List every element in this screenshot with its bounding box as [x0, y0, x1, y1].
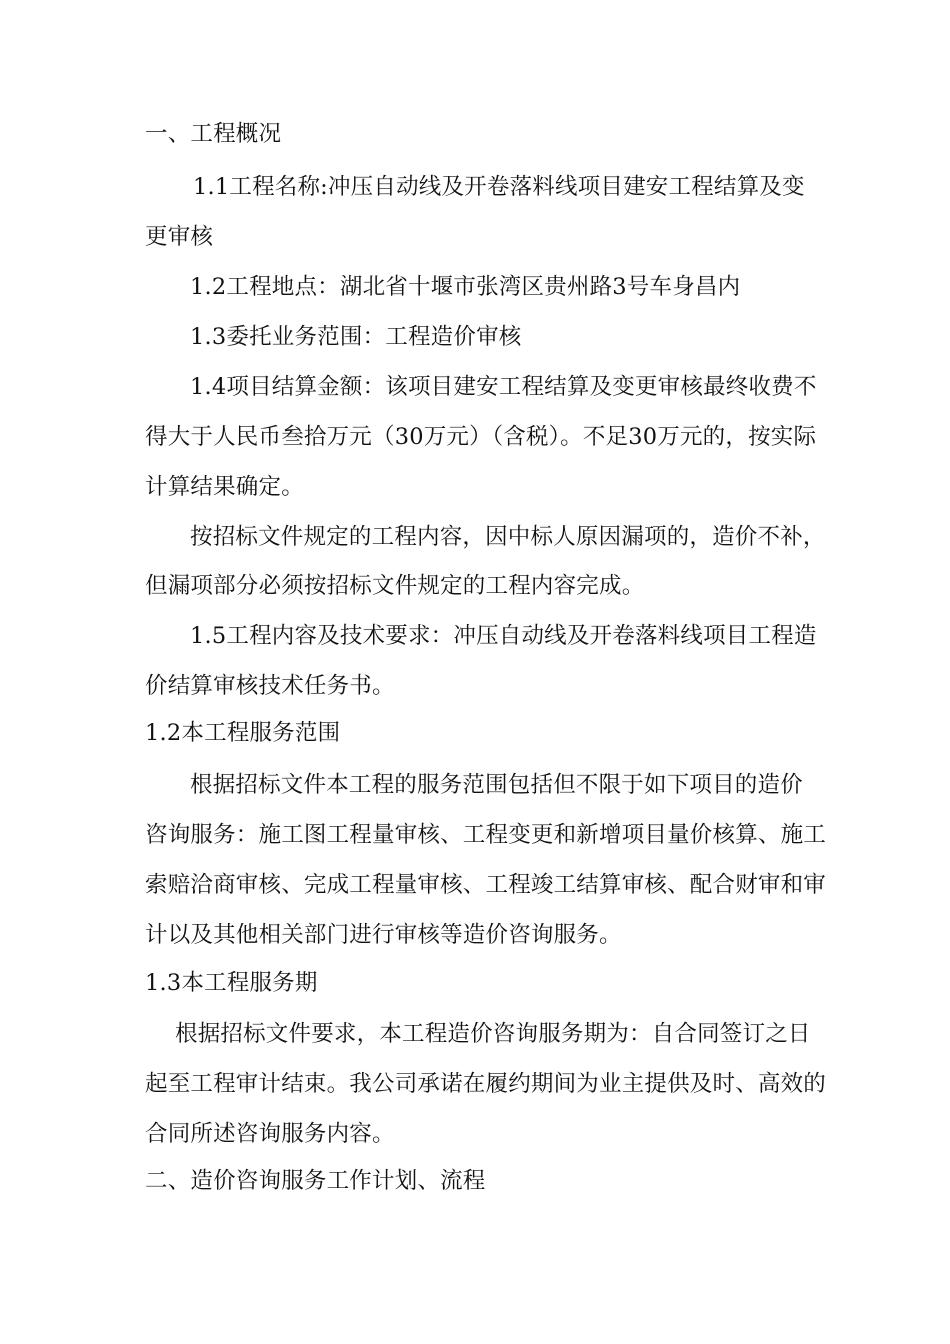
paragraph-line: 1.5工程内容及技术要求：冲压自动线及开卷落料线项目工程造 — [190, 623, 817, 649]
paragraph-line: 索赔洽商审核、完成工程量审核、工程竣工结算审核、配合财审和审 — [145, 872, 827, 898]
paragraph-line: 根据招标文件本工程的服务范围包括但不限于如下项目的造价 — [190, 772, 803, 798]
section-heading-overview: 一、工程概况 — [145, 121, 282, 147]
paragraph-line: 计以及其他相关部门进行审核等造价咨询服务。 — [145, 922, 622, 948]
section-heading-work-plan: 二、造价咨询服务工作计划、流程 — [145, 1168, 486, 1194]
paragraph-line: 价结算审核技术任务书。 — [145, 673, 395, 699]
paragraph-line: 咨询服务：施工图工程量审核、工程变更和新增项目量价核算、施工 — [145, 822, 827, 848]
paragraph-line: 得大于人民币叁拾万元（30万元）（含税）。不足30万元的，按实际 — [145, 424, 817, 450]
paragraph-line: 1.4项目结算金额：该项目建安工程结算及变更审核最终收费不 — [190, 374, 817, 400]
paragraph-line: 按招标文件规定的工程内容，因中标人原因漏项的，造价不补， — [190, 524, 826, 550]
paragraph-line: 更审核 — [145, 224, 214, 250]
paragraph-line: 1.3委托业务范围：工程造价审核 — [190, 324, 522, 350]
paragraph-line: 合同所述咨询服务内容。 — [145, 1121, 395, 1147]
subsection-heading-service-scope: 1.2本工程服务范围 — [145, 720, 341, 746]
paragraph-line: 1.1工程名称:冲压自动线及开卷落料线项目建安工程结算及变 — [193, 174, 805, 200]
paragraph-line: 但漏项部分必须按招标文件规定的工程内容完成。 — [145, 573, 645, 599]
paragraph-line: 计算结果确定。 — [145, 474, 304, 500]
subsection-heading-service-period: 1.3本工程服务期 — [145, 970, 318, 996]
paragraph-line: 起至工程审计结束。我公司承诺在履约期间为业主提供及时、高效的 — [145, 1071, 827, 1097]
paragraph-line: 1.2工程地点：湖北省十堰市张湾区贵州路3号车身昌内 — [190, 274, 741, 300]
paragraph-line: 根据招标文件要求，本工程造价咨询服务期为：自合同签订之日 — [175, 1021, 811, 1047]
